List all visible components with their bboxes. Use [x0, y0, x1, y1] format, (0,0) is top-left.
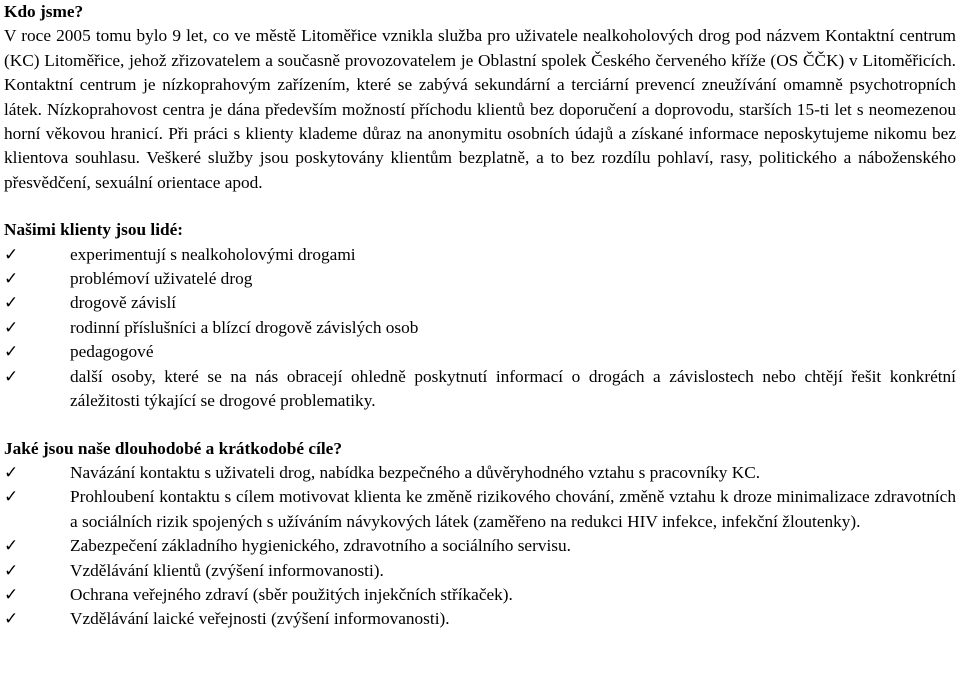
list-item: [4, 461, 956, 485]
check-mark-icon: ✓: [4, 342, 19, 363]
goals-checklist: [4, 461, 956, 632]
list-item-text: experimentují s nealkoholovými drogami: [70, 244, 356, 264]
check-mark-icon: ✓: [4, 584, 19, 605]
list-item-text: Prohloubení kontaktu s cílem motivovat klienta ke změně rizikového chování, změně vztahu k droze minimalizace zdravotních a sociálních rizik spojených s užíváním návykových látek (zaměřeno na redukci HIV infekce, infekční žloutenky).: [70, 487, 956, 531]
check-mark-icon: ✓: [4, 462, 19, 483]
list-item: [4, 340, 956, 364]
list-item-text: problémoví uživatelé drog: [70, 269, 253, 289]
clients-checklist: [4, 243, 956, 414]
list-item-text: drogově závislí: [70, 293, 177, 313]
list-item-text: Vzdělávání klientů (zvýšení informovanosti).: [70, 560, 384, 580]
list-item: [4, 291, 956, 315]
spacer: [4, 414, 956, 437]
check-mark-icon: ✓: [4, 366, 19, 387]
intro-paragraph: V roce 2005 tomu bylo 9 let, co ve městě Litoměřice vznikla služba pro uživatele nealkoholových drog pod názvem Kontaktní centrum (KC) Litoměřice, jehož zřizovatelem a současně provozovatelem je Oblastní spolek Českého červeného kříže (OS ČČK) v Litoměřicích. Kontaktní centrum je nízkoprahovým zařízením, které se zabývá sekundární a terciární prevencí zneužívání omamně psychotropních látek. Nízkoprahovost centra je dána především možností příchodu klientů bez doporučení a doprovodu, starších 15-ti let s neomezenou horní věkovou hranicí. Při práci s klienty klademe důraz na anonymitu osobních údajů a získané informace neposkytujeme nikomu bez klientova souhlasu. Veškeré služby jsou poskytovány klientům bezplatně, a to bez rozdílu pohlaví, rasy, politického a náboženského přesvědčení, sexuální orientace apod.: [4, 26, 956, 192]
section-heading-goals: Jaké jsou naše dlouhodobé a krátkodobé cíle?: [4, 438, 342, 458]
check-mark-icon: ✓: [4, 536, 19, 557]
list-item-text: rodinní příslušníci a blízcí drogově závislých osob: [70, 317, 419, 337]
list-item: [4, 365, 956, 414]
list-item: [4, 267, 956, 291]
check-mark-icon: ✓: [4, 293, 19, 314]
list-item: [4, 243, 956, 267]
check-mark-icon: ✓: [4, 560, 19, 581]
list-item-text: Vzdělávání laické veřejnosti (zvýšení informovanosti).: [70, 609, 450, 629]
check-mark-icon: ✓: [4, 487, 19, 508]
spacer: [4, 195, 956, 218]
list-item: [4, 607, 956, 631]
check-mark-icon: ✓: [4, 269, 19, 290]
list-item: [4, 485, 956, 534]
check-mark-icon: ✓: [4, 244, 19, 265]
list-item: [4, 534, 956, 558]
list-item: [4, 316, 956, 340]
check-mark-icon: ✓: [4, 609, 19, 630]
section-heading-clients: Našimi klienty jsou lidé:: [4, 220, 184, 240]
list-item-text: Zabezpečení základního hygienického, zdravotního a sociálního servisu.: [70, 536, 571, 556]
list-item: [4, 583, 956, 607]
list-item-text: další osoby, které se na nás obracejí ohledně poskytnutí informací o drogách a závislostech nebo chtějí řešit konkrétní záležitosti týkající se drogové problematiky.: [70, 366, 956, 411]
section-heading-who-we-are: Kdo jsme?: [4, 2, 84, 21]
check-mark-icon: ✓: [4, 317, 19, 338]
list-item-text: pedagogové: [70, 342, 154, 362]
list-item-text: Navázání kontaktu s uživateli drog, nabídka bezpečného a důvěryhodného vztahu s pracovníky KC.: [70, 462, 761, 482]
list-item-text: Ochrana veřejného zdraví (sběr použitých injekčních stříkaček).: [70, 584, 513, 604]
list-item: [4, 559, 956, 583]
